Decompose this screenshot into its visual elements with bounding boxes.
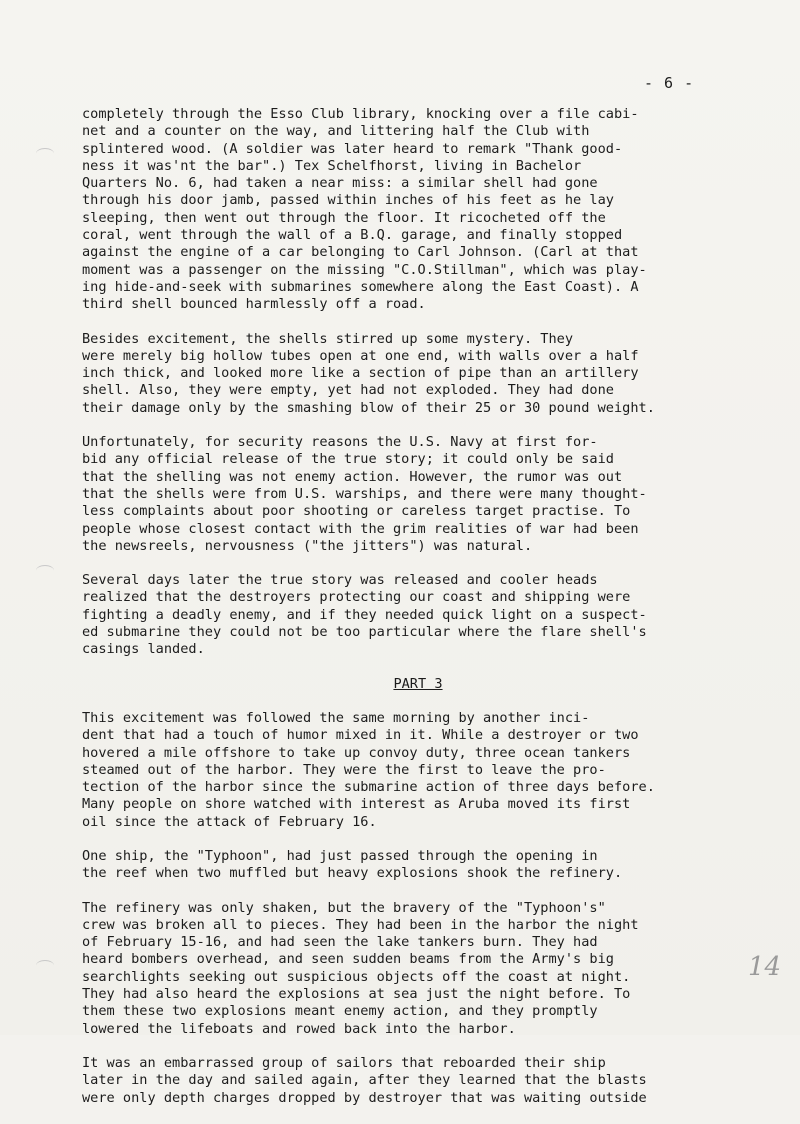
paragraph: It was an embarrassed group of sailors that reboarded their ship later in the day and sailed again, after they learned that the blasts were only depth charges dropped by destroyer that was waiting outside xyxy=(82,1054,647,1106)
paragraph: Besides excitement, the shells stirred up some mystery. They were merely big hollow tubes open at one end, with walls over a half inch thick, and looked more like a section of pipe than an artillery shell. Also, they were empty, yet had not exploded. They had done their damage only by the smashing blow of their 25 or 30 pound weight. xyxy=(82,330,655,416)
paragraph: completely through the Esso Club library, knocking over a file cabi- net and a counter on the way, and littering half the Club with splintered wood. (A soldier was later heard to remark "Thank good- ness it was'nt the bar".) Tex Schelfhorst, living in Bachelor Quarters No. 6, had taken a near miss: a similar shell had gone through his door jamb, passed within inches of his feet as he lay sleeping, then went out through the floor. It ricocheted off the coral, went through the wall of a B.Q. garage, and finally stopped against the engine of a car belonging to Carl Johnson. (Carl at that moment was a passenger on the missing "C.O.Stillman", which was play- ing hide-and-seek with submarines somewhere along the East Coast). A third shell bounced harmlessly off a road. xyxy=(82,106,647,313)
paragraph: Several days later the true story was released and cooler heads realized that the destroyers protecting our coast and shipping were fighting a deadly enemy, and if they needed quick light on a suspect- ed submarine they could not be too particular where the flare shell's casings landed. xyxy=(82,572,647,658)
body-text xyxy=(82,106,754,1124)
handwritten-note: 14 xyxy=(748,952,782,982)
paragraph: The refinery was only shaken, but the bravery of the "Typhoon's" crew was broken all to pieces. They had been in the harbor the night of February 15-16, and had seen the lake tankers burn. They had heard bombers overhead, and seen sudden beams from the Army's big searchlights seeking out suspicious objects off the coast at night. They had also heard the explosions at sea just the night before. To them these two explosions meant enemy action, and they promptly lowered the lifeboats and rowed back into the harbor. xyxy=(82,899,639,1037)
section-heading: PART 3 xyxy=(393,675,443,692)
page-number: - 6 - xyxy=(644,74,695,92)
paragraph: Unfortunately, for security reasons the U.S. Navy at first for- bid any official release of the true story; it could only be said that the shelling was not enemy action. However, the rumor was out that the shells were from U.S. warships, and there were many thought- less complaints about poor shooting or careless target practise. To people whose closest contact with the grim realities of war had been the newsreels, nervousness ("the jitters") was natural. xyxy=(82,434,647,554)
paragraph: One ship, the "Typhoon", had just passed through the opening in the reef when two muffled but heavy explosions shook the refinery. xyxy=(82,847,623,882)
paragraph: This excitement was followed the same morning by another inci- dent that had a touch of humor mixed in it. While a destroyer or two hovered a mile offshore to take up convoy duty, three ocean tankers steamed out of the harbor. They were the first to leave the pro- tection of the harbor since the submarine action of three days before. Many people on shore watched with interest as Aruba moved its first oil since the attack of February 16. xyxy=(82,709,655,830)
margin-mark xyxy=(36,565,54,576)
margin-mark xyxy=(36,148,54,159)
margin-mark xyxy=(36,960,54,971)
